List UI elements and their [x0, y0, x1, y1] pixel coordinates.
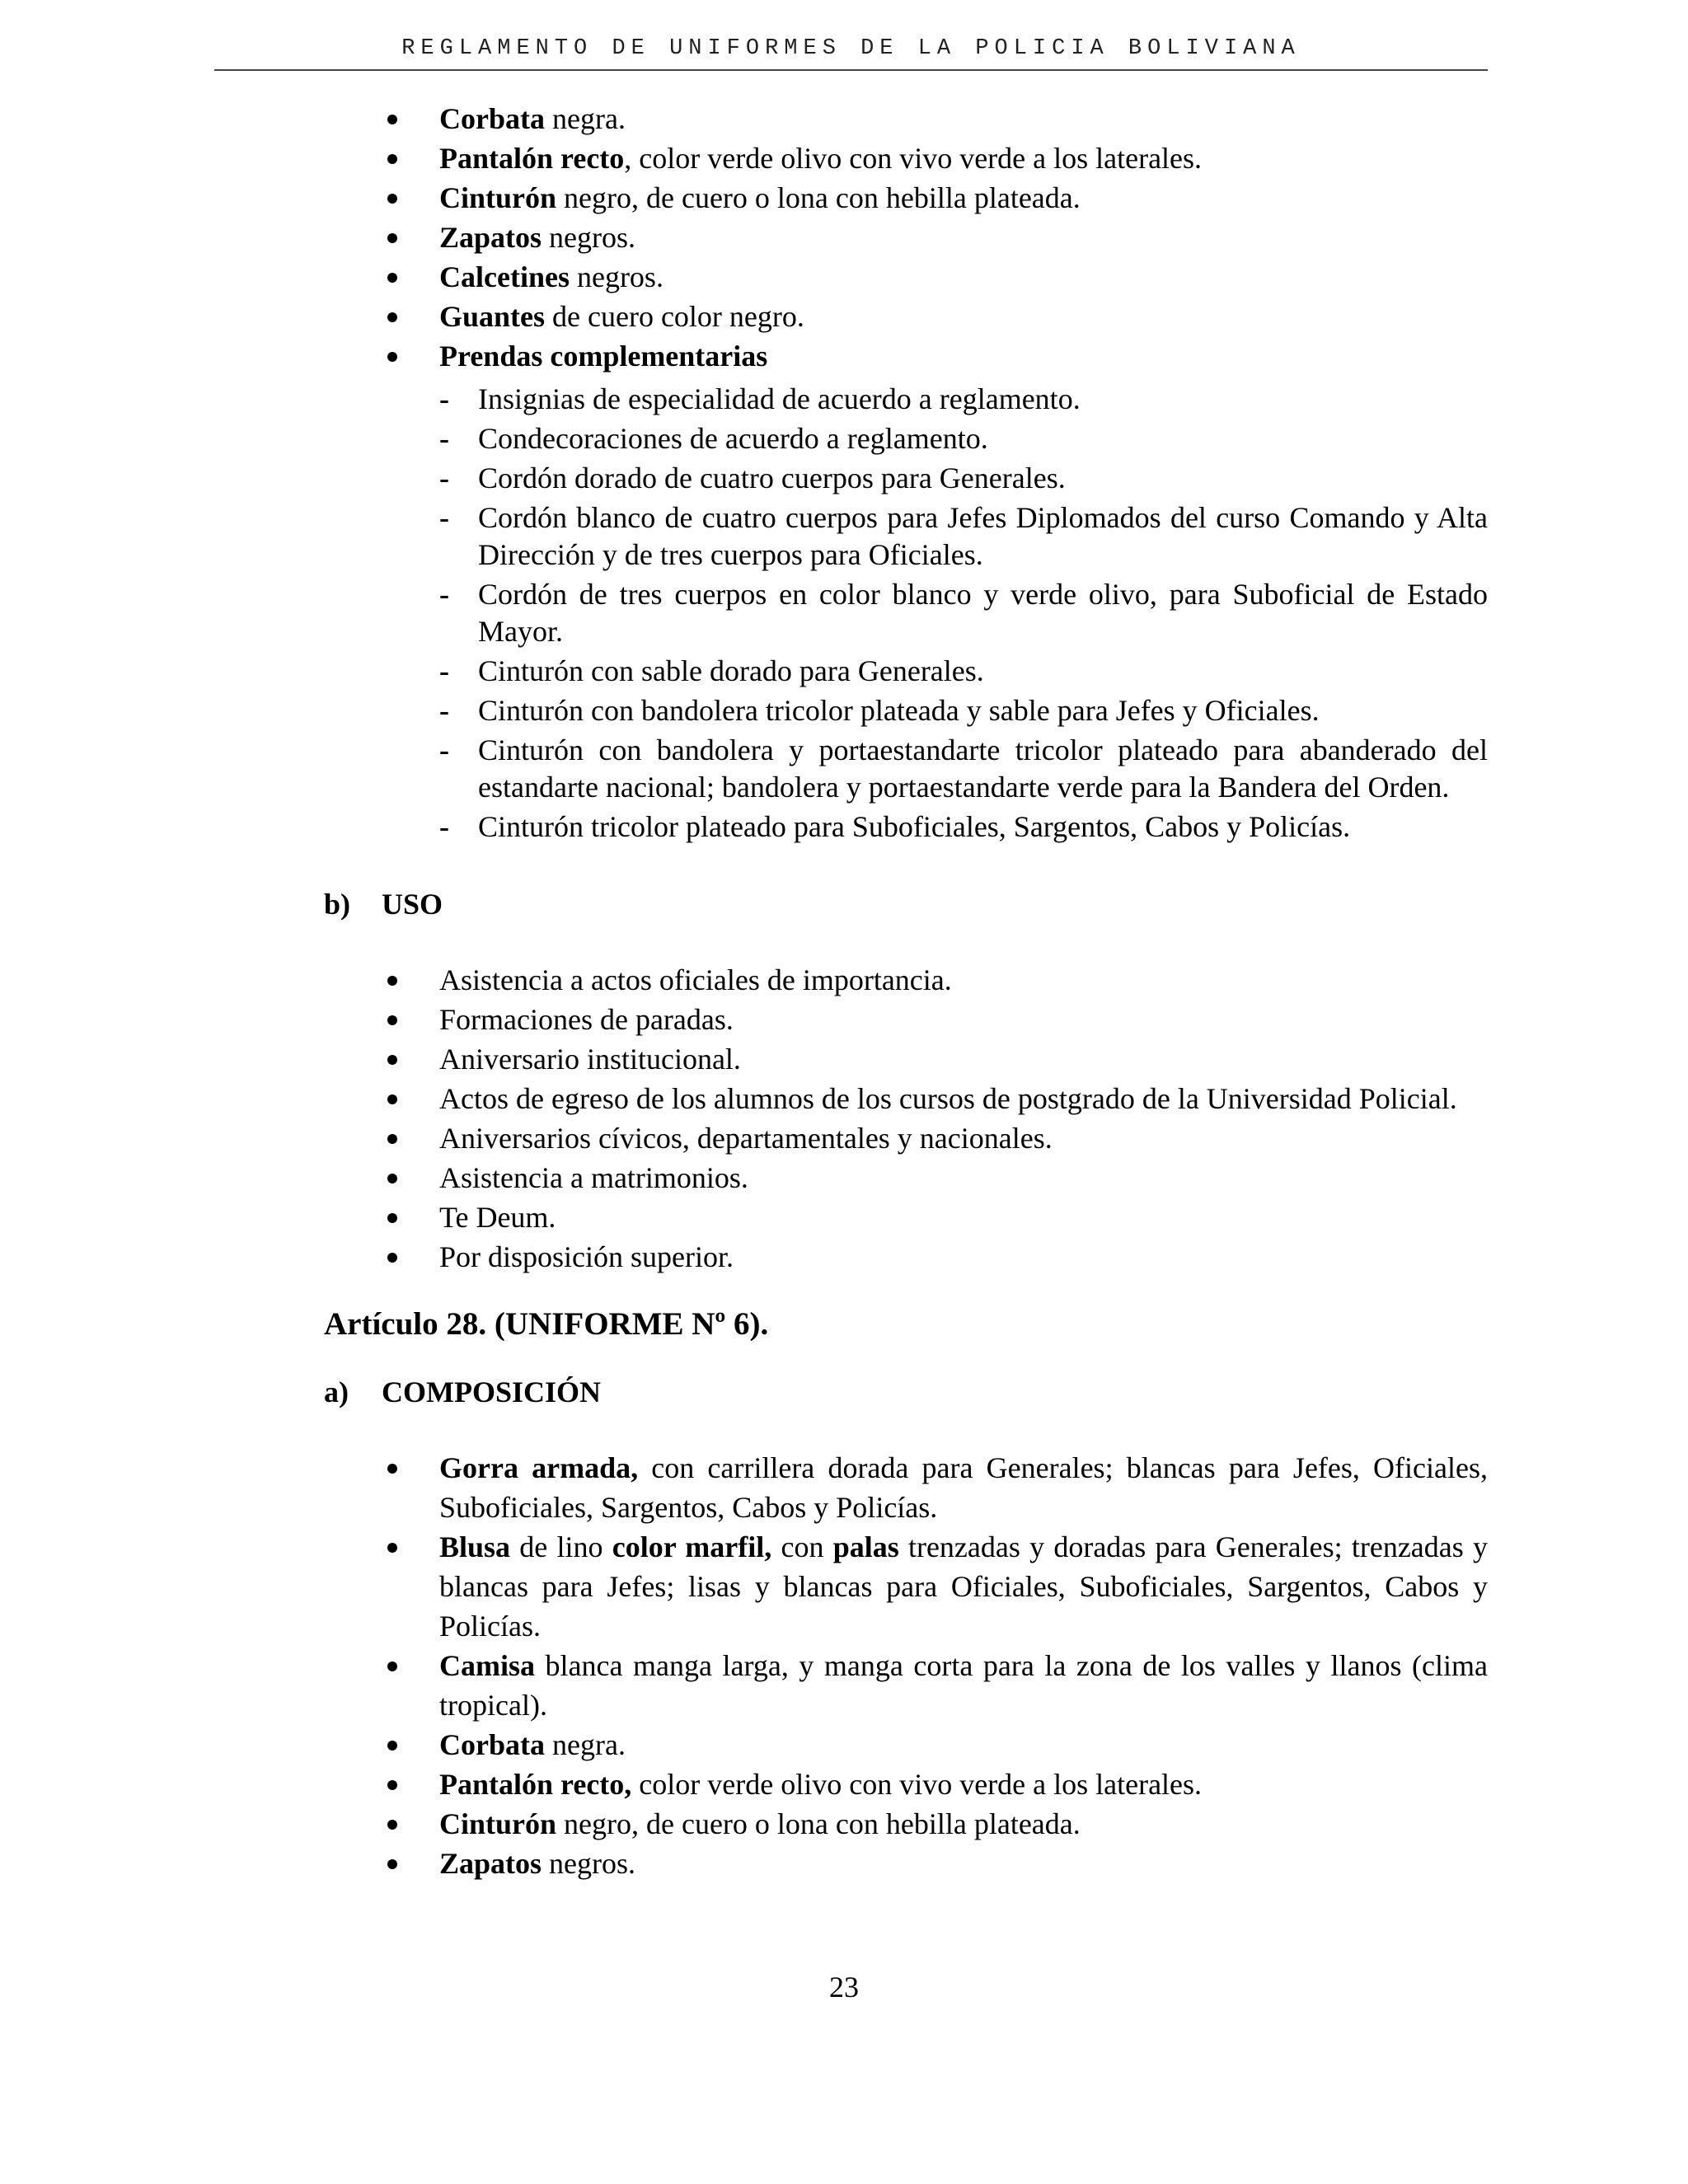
list-item: Cinturón negro, de cuero o lona con hebilla plateada. — [0, 1804, 1688, 1844]
sub-list-item: - Cinturón con sable dorado para Generales. — [0, 653, 1688, 690]
list-item: Aniversarios cívicos, departamentales y nacionales. — [0, 1118, 1688, 1158]
list-item: Corbata negra. — [0, 1725, 1688, 1765]
list-item: Aniversario institucional. — [0, 1039, 1688, 1079]
sub-list-item: - Cinturón con bandolera tricolor plateada y sable para Jefes y Oficiales. — [0, 692, 1688, 729]
list-item: Guantes de cuero color negro. — [0, 297, 1688, 336]
uso-list — [0, 960, 1688, 1277]
uniform-items-list — [0, 99, 1688, 376]
list-item: Gorra armada, con carrillera dorada para Generales; blancas para Jefes, Oficiales, Suboficiales, Sargentos, Cabos y Policías. — [0, 1448, 1688, 1527]
list-item: Prendas complementarias — [0, 336, 1688, 376]
section-title: USO — [382, 888, 443, 921]
section-heading-composicion — [0, 1372, 1688, 1412]
list-item: Asistencia a actos oficiales de importancia. — [0, 960, 1688, 1000]
sub-list-item: - Insignias de especialidad de acuerdo a reglamento. — [0, 381, 1688, 418]
list-item: Blusa de lino color marfil, con palas trenzadas y doradas para Generales; trenzadas y blancas para Jefes; lisas y blancas para Oficiales, Suboficiales, Sargentos, Cabos y Policías. — [0, 1527, 1688, 1646]
list-item: Zapatos negros. — [0, 1844, 1688, 1883]
list-item: Formaciones de paradas. — [0, 1000, 1688, 1039]
composicion-list — [0, 1448, 1688, 1883]
sub-list-item: - Cordón blanco de cuatro cuerpos para Jefes Diplomados del curso Comando y Alta Dirección y de tres cuerpos para Oficiales. — [0, 499, 1688, 574]
list-item: Actos de egreso de los alumnos de los cursos de postgrado de la Universidad Policial. — [0, 1079, 1688, 1118]
document-body — [0, 99, 1688, 1883]
list-item: Por disposición superior. — [0, 1237, 1688, 1277]
sub-list-item: - Cordón dorado de cuatro cuerpos para Generales. — [0, 460, 1688, 497]
section-marker: a) — [324, 1376, 349, 1408]
running-header: REGLAMENTO DE UNIFORMES DE LA POLICIA BOLIVIANA — [401, 36, 1301, 61]
section-title: COMPOSICIÓN — [382, 1376, 602, 1408]
list-item: Zapatos negros. — [0, 218, 1688, 257]
list-item: Asistencia a matrimonios. — [0, 1158, 1688, 1197]
list-item: Corbata negra. — [0, 99, 1688, 138]
list-item: Pantalón recto, color verde olivo con vivo verde a los laterales. — [0, 138, 1688, 178]
page-number: 23 — [829, 1971, 859, 2004]
section-marker: b) — [324, 888, 351, 921]
sub-list-item: - Condecoraciones de acuerdo a reglamento. — [0, 420, 1688, 457]
complementary-items-list — [0, 381, 1688, 846]
list-item: Cinturón negro, de cuero o lona con hebilla plateada. — [0, 178, 1688, 218]
sub-list-item: - Cordón de tres cuerpos en color blanco y verde olivo, para Suboficial de Estado Mayor. — [0, 576, 1688, 650]
list-item: Camisa blanca manga larga, y manga corta para la zona de los valles y llanos (clima tropical). — [0, 1646, 1688, 1725]
list-item: Calcetines negros. — [0, 257, 1688, 297]
section-heading-uso — [0, 884, 1688, 924]
list-item: Te Deum. — [0, 1197, 1688, 1237]
article-heading: Artículo 28. (UNIFORME Nº 6). — [324, 1306, 769, 1342]
list-item: Pantalón recto, color verde olivo con vivo verde a los laterales. — [0, 1765, 1688, 1804]
sub-list-item: - Cinturón con bandolera y portaestandarte tricolor plateado para abanderado del estandarte nacional; bandolera y portaestandarte verde para la Bandera del Orden. — [0, 732, 1688, 806]
header-rule — [214, 69, 1488, 71]
sub-list-item: - Cinturón tricolor plateado para Suboficiales, Sargentos, Cabos y Policías. — [0, 808, 1688, 846]
